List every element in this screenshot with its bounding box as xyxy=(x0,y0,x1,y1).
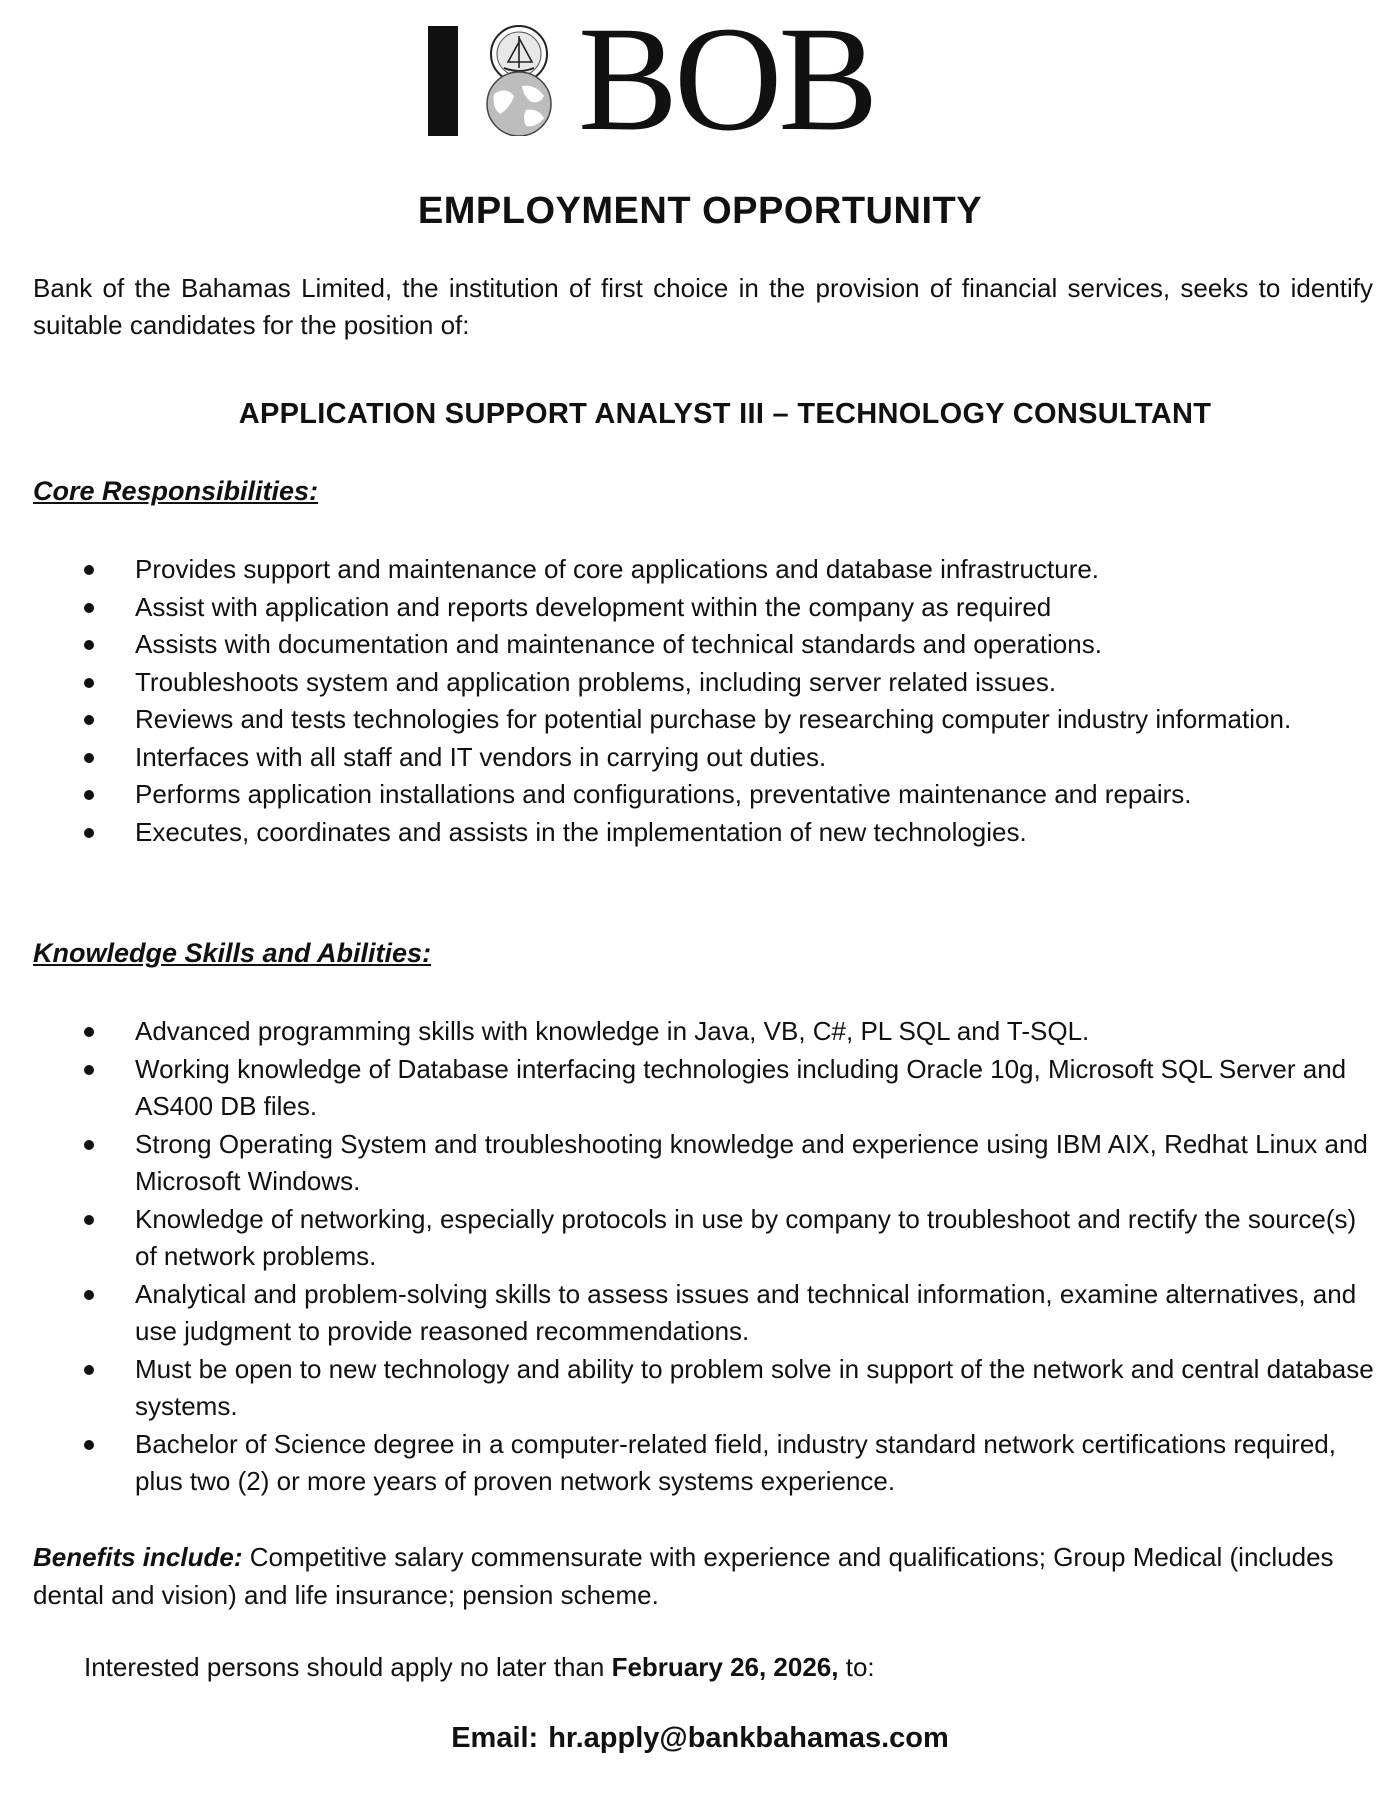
page-title: EMPLOYMENT OPPORTUNITY xyxy=(417,190,983,232)
list-item: Reviews and tests technologies for potential purchase by researching computer industry information. xyxy=(0,701,1400,739)
core-responsibilities-list xyxy=(0,551,1400,851)
email-address[interactable]: hr.apply@bankbahamas.com xyxy=(548,1722,949,1754)
logo-bar xyxy=(428,26,458,136)
bullet-icon xyxy=(84,678,94,688)
benefits-lead: Benefits include: xyxy=(33,1542,243,1572)
bullet-icon xyxy=(84,603,94,613)
bullet-icon xyxy=(84,753,94,763)
bullet-icon xyxy=(84,1365,94,1375)
list-item: Knowledge of networking, especially protocols in use by company to troubleshoot and rectify the source(s) of network problems. xyxy=(0,1201,1400,1276)
list-item: Advanced programming skills with knowledge in Java, VB, C#, PL SQL and T-SQL. xyxy=(0,1013,1400,1051)
list-item: Interfaces with all staff and IT vendors in carrying out duties. xyxy=(0,739,1400,777)
list-item: Executes, coordinates and assists in the implementation of new technologies. xyxy=(0,814,1400,852)
bullet-icon xyxy=(84,828,94,838)
position-title: APPLICATION SUPPORT ANALYST III – TECHNOLOGY CONSULTANT xyxy=(238,398,1212,430)
list-item: Strong Operating System and troubleshooting knowledge and experience using IBM AIX, Redhat Linux and Microsoft Windows. xyxy=(0,1126,1400,1201)
benefits-paragraph xyxy=(33,1538,1373,1614)
seal-icon xyxy=(464,24,574,136)
bullet-icon xyxy=(84,1140,94,1150)
bullet-icon xyxy=(84,1027,94,1037)
email-contact xyxy=(0,1722,1400,1755)
list-item: Analytical and problem-solving skills to assess issues and technical information, examine alternatives, and use judgment to provide reasoned recommendations. xyxy=(0,1276,1400,1351)
apply-deadline: Interested persons should apply no later than February 26, 2026, to: xyxy=(84,1652,875,1682)
core-responsibilities-heading: Core Responsibilities: xyxy=(33,476,319,506)
intro-paragraph: Bank of the Bahamas Limited, the institution of first choice in the provision of financial services, seeks to identify suitable candidates for the position of: xyxy=(33,273,1373,340)
list-item: Performs application installations and configurations, preventative maintenance and repairs. xyxy=(0,776,1400,814)
bullet-icon xyxy=(84,1065,94,1075)
knowledge-skills-list xyxy=(0,1013,1400,1501)
bullet-icon xyxy=(84,715,94,725)
list-item: Bachelor of Science degree in a computer-related field, industry standard network certifications required, plus two (2) or more years of proven network systems experience. xyxy=(0,1426,1400,1501)
list-item: Assist with application and reports development within the company as required xyxy=(0,589,1400,627)
list-item: Assists with documentation and maintenance of technical standards and operations. xyxy=(0,626,1400,664)
list-item: Must be open to new technology and ability to problem solve in support of the network and central database systems. xyxy=(0,1351,1400,1426)
benefits-text: Competitive salary commensurate with experience and qualifications; Group Medical (includes dental and vision) and life insurance; pension scheme. xyxy=(33,1542,1334,1610)
list-item: Working knowledge of Database interfacing technologies including Oracle 10g, Microsoft SQL Server and AS400 DB files. xyxy=(0,1051,1400,1126)
knowledge-skills-heading: Knowledge Skills and Abilities: xyxy=(33,938,432,968)
bullet-icon xyxy=(84,1215,94,1225)
bullet-icon xyxy=(84,1290,94,1300)
logo-wordmark: BOB xyxy=(578,0,875,162)
list-item: Troubleshoots system and application problems, including server related issues. xyxy=(0,664,1400,702)
bullet-icon xyxy=(84,565,94,575)
email-label: Email: xyxy=(451,1722,539,1754)
deadline-date: February 26, 2026, xyxy=(611,1652,839,1682)
bullet-icon xyxy=(84,1440,94,1450)
list-item: Provides support and maintenance of core applications and database infrastructure. xyxy=(0,551,1400,589)
bob-logo xyxy=(428,0,972,162)
bullet-icon xyxy=(84,790,94,800)
bullet-icon xyxy=(84,640,94,650)
